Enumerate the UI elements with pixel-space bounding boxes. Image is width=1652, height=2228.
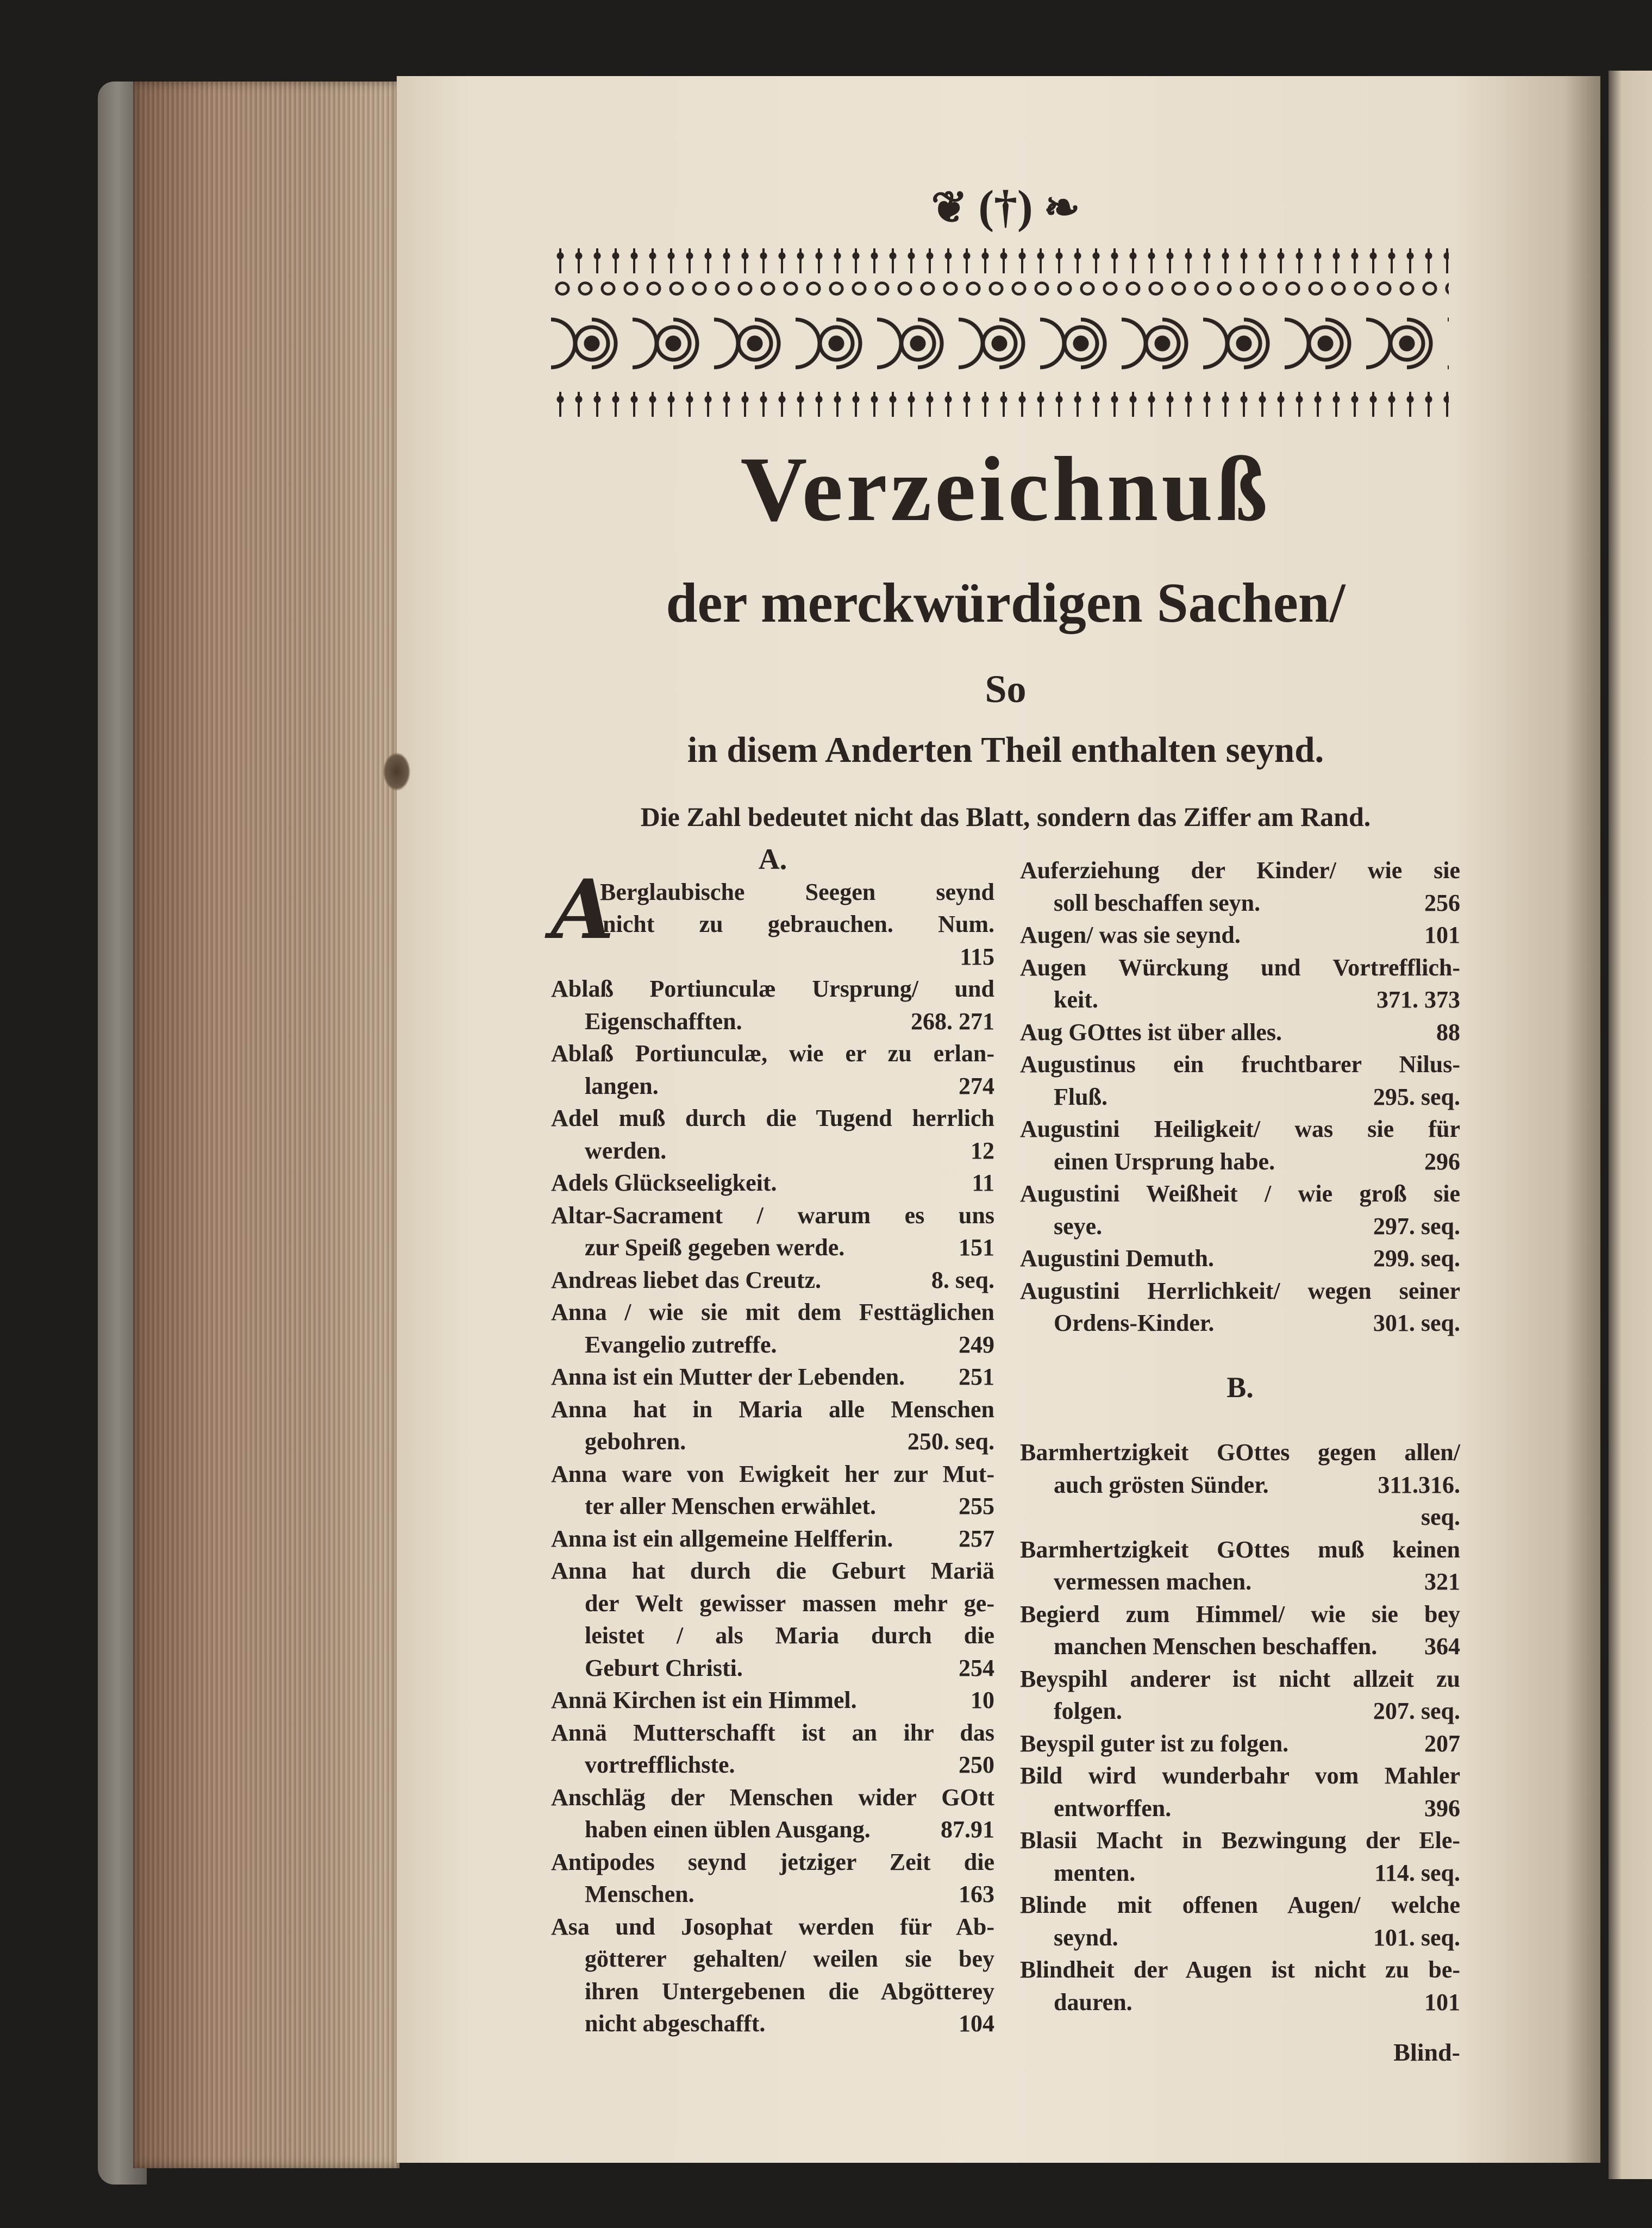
index-entry xyxy=(1020,1242,1460,1275)
entry-text: Augustini Demuth. xyxy=(1020,1245,1214,1272)
entry-text: manchen Menschen beschaffen. xyxy=(1054,1633,1378,1660)
entry-text: Anschläg der Menschen wider GOtt xyxy=(551,1783,994,1811)
entry-line xyxy=(551,1555,994,1587)
entry-line xyxy=(1020,1501,1460,1534)
entry-text: dauren. xyxy=(1054,1988,1132,2016)
entry-text: Anna hat durch die Geburt Mariä xyxy=(551,1557,994,1584)
index-column-left xyxy=(551,843,994,2040)
page-reference: 88 xyxy=(1436,1018,1460,1046)
index-entry xyxy=(551,973,994,1037)
page-reference: 207 xyxy=(1424,1730,1460,1757)
entry-line xyxy=(1020,1566,1460,1598)
entry-line xyxy=(1020,1728,1460,1760)
index-entry xyxy=(551,1555,994,1684)
entry-line xyxy=(551,876,994,909)
page-reference: 250. seq. xyxy=(907,1428,994,1455)
page-reference: 251 xyxy=(959,1363,994,1390)
entry-text: Blasii Macht in Bezwingung der Ele- xyxy=(1020,1827,1460,1854)
index-entry xyxy=(551,1199,994,1264)
ornament-row xyxy=(551,248,1449,273)
page-reference: 115 xyxy=(960,943,994,970)
entry-line xyxy=(551,1749,994,1781)
entry-text: ihren Untergebenen die Abgötterey xyxy=(585,1977,994,2005)
entry-text: seynd. xyxy=(1054,1924,1118,1951)
index-entry xyxy=(551,1102,994,1167)
page-reference: 101. seq. xyxy=(1373,1924,1460,1951)
entry-line xyxy=(1020,1307,1460,1340)
index-entry xyxy=(1020,854,1460,919)
entry-line xyxy=(1020,1630,1460,1663)
entry-line xyxy=(1020,1048,1460,1081)
entry-text: Augustinus ein fruchtbarer Nilus- xyxy=(1020,1051,1460,1078)
entry-text: Altar-Sacrament / warum es uns xyxy=(551,1201,994,1229)
entry-line xyxy=(1020,1889,1460,1922)
entry-text: Anna ware von Ewigkeit her zur Mut- xyxy=(551,1460,994,1487)
entry-text: Geburt Christi. xyxy=(585,1654,743,1681)
entry-text: Anna / wie sie mit dem Festtäglichen xyxy=(551,1299,994,1325)
entry-line xyxy=(1020,1824,1460,1857)
entry-line xyxy=(1020,1113,1460,1146)
page-header xyxy=(551,179,1460,235)
entry-line xyxy=(1020,854,1460,887)
entry-text: nicht zu gebrauchen. Num. xyxy=(603,911,994,937)
entry-line xyxy=(551,1037,994,1070)
entry-text: Beyspil guter ist zu folgen. xyxy=(1020,1730,1289,1757)
entry-line xyxy=(551,1490,994,1523)
page-reference: 396 xyxy=(1424,1794,1460,1822)
index-entry xyxy=(1020,919,1460,952)
entry-line xyxy=(1020,1146,1460,1178)
entry-text: menten. xyxy=(1054,1859,1136,1886)
entry-text: leistet / als Maria durch die xyxy=(585,1622,994,1649)
entry-line xyxy=(551,1425,994,1458)
page-reference: 256 xyxy=(1424,889,1460,916)
entry-line xyxy=(551,1167,994,1199)
entry-line xyxy=(551,1264,994,1297)
index-entry xyxy=(1020,1728,1460,1760)
index-entry xyxy=(551,1911,994,2040)
page-reference: 11 xyxy=(972,1169,994,1196)
entry-line xyxy=(551,1231,994,1264)
page-reference: 101 xyxy=(1424,1988,1460,2016)
entry-text: Andreas liebet das Creutz. xyxy=(551,1266,822,1293)
page-reference: 163 xyxy=(959,1881,994,1907)
entry-text: Bild wird wunderbahr vom Mahler xyxy=(1020,1762,1460,1789)
entry-line xyxy=(551,1975,994,2008)
entry-text: Ablaß Portiunculæ Ursprung/ und xyxy=(551,975,994,1002)
entry-line xyxy=(1020,984,1460,1016)
entry-text: langen. xyxy=(585,1072,659,1099)
index-entry xyxy=(1020,952,1460,1016)
entry-line xyxy=(1020,1954,1460,1986)
entry-text: gebohren. xyxy=(585,1428,686,1455)
index-entry xyxy=(1020,1598,1460,1663)
entry-text: Evangelio zutreffe. xyxy=(585,1331,777,1358)
entry-text: Eigenschafften. xyxy=(585,1007,742,1035)
entry-line xyxy=(551,1458,994,1491)
entry-line xyxy=(1020,1534,1460,1566)
entry-line xyxy=(551,1619,994,1652)
index-entry xyxy=(1020,1113,1460,1178)
entry-line xyxy=(551,1587,994,1620)
page-reference: 12 xyxy=(971,1137,994,1164)
page-reference: 254 xyxy=(959,1654,994,1681)
entry-line xyxy=(551,1199,994,1232)
entry-text: seye. xyxy=(1054,1212,1103,1240)
page-reference: 151 xyxy=(959,1234,994,1261)
index-entry xyxy=(1020,1663,1460,1728)
entry-line xyxy=(551,1070,994,1103)
index-entry xyxy=(551,1296,994,1361)
entry-text: Adels Glückseeligkeit. xyxy=(551,1169,777,1196)
entry-line xyxy=(1020,919,1460,952)
page-reference-continued: seq. xyxy=(1421,1504,1460,1530)
page-reference: 8. seq. xyxy=(931,1266,994,1293)
index-entry xyxy=(551,1167,994,1199)
page-reference: 364 xyxy=(1424,1633,1460,1660)
index-entry xyxy=(1020,1824,1460,1889)
index-entry xyxy=(1020,1275,1460,1340)
title-line-3: So xyxy=(985,667,1027,711)
entry-text: entworffen. xyxy=(1054,1794,1172,1822)
page-reference: 207. seq. xyxy=(1373,1698,1460,1724)
index-entry xyxy=(1020,1954,1460,2018)
index-entry xyxy=(551,1684,994,1717)
entry-line xyxy=(551,1135,994,1167)
ornament-row xyxy=(551,278,1449,299)
index-column-right xyxy=(1020,854,1460,2018)
entry-text: Barmhertzigkeit GOttes muß keinen xyxy=(1020,1536,1460,1563)
entry-line xyxy=(551,1102,994,1135)
index-entry xyxy=(551,1361,994,1393)
flourish-right-icon xyxy=(1044,181,1080,235)
entry-text: Annä Mutterschafft ist an ihr das xyxy=(551,1719,994,1746)
index-entry xyxy=(551,1037,994,1102)
entry-text: nicht abgeschafft. xyxy=(585,2010,766,2037)
index-entry xyxy=(551,1393,994,1458)
title-line-4: in disem Anderten Theil enthalten seynd. xyxy=(687,730,1324,770)
entry-text: Antipodes seynd jetziger Zeit die xyxy=(551,1848,994,1875)
page-reference: 295. seq. xyxy=(1373,1083,1460,1110)
entry-line xyxy=(551,1717,994,1749)
entry-text: götterer gehalten/ weilen sie bey xyxy=(585,1945,994,1972)
page-reference: 371. 373 xyxy=(1376,986,1460,1013)
page-reference: 297. seq. xyxy=(1373,1212,1460,1240)
index-entry xyxy=(551,1846,994,1911)
entry-line xyxy=(551,1523,994,1555)
entry-text: vermessen machen. xyxy=(1054,1568,1252,1595)
entry-line xyxy=(1020,1695,1460,1728)
index-entry xyxy=(1020,1016,1460,1049)
entry-text: keit. xyxy=(1054,986,1098,1013)
index-entry xyxy=(551,861,994,973)
index-entry xyxy=(551,1264,994,1297)
title-main: Verzeichnuß xyxy=(740,438,1271,540)
entry-line xyxy=(1020,887,1460,919)
entry-line xyxy=(1020,1436,1460,1469)
entry-line xyxy=(551,1296,994,1329)
page-reference: 301. seq. xyxy=(1373,1310,1460,1336)
page-mark: (†) xyxy=(978,180,1033,233)
entry-text: Anna hat in Maria alle Menschen xyxy=(551,1395,994,1423)
ornamental-band xyxy=(551,248,1449,417)
index-entry xyxy=(1020,1534,1460,1598)
entry-text: ter aller Menschen erwählet. xyxy=(585,1493,876,1519)
entry-line xyxy=(1020,1469,1460,1501)
entry-line xyxy=(551,1813,994,1846)
section-letter-heading: B. xyxy=(1227,1371,1254,1404)
entry-text: Adel muß durch die Tugend herrlich xyxy=(551,1105,994,1131)
entry-line xyxy=(551,1329,994,1361)
entry-text: Augustini Herrlichkeit/ wegen seiner xyxy=(1020,1277,1460,1304)
page-reference: 296 xyxy=(1424,1148,1460,1175)
page-reference: 321 xyxy=(1424,1568,1460,1595)
page-reference: 311.316. xyxy=(1378,1471,1460,1498)
entry-text: soll beschaffen seyn. xyxy=(1054,889,1261,916)
entry-text: haben einen üblen Ausgang. xyxy=(585,1816,871,1843)
entry-line xyxy=(1020,1178,1460,1210)
page-reference: 250 xyxy=(959,1751,994,1778)
entry-line xyxy=(551,1652,994,1685)
entry-line xyxy=(1020,1016,1460,1049)
entry-line xyxy=(551,1005,994,1038)
entry-text: Annä Kirchen ist ein Himmel. xyxy=(551,1687,857,1713)
drop-cap-initial: A xyxy=(551,861,615,957)
entry-text: Beyspihl anderer ist nicht allzeit zu xyxy=(1020,1665,1460,1692)
title-line-2: der merckwürdigen Sachen/ xyxy=(666,572,1346,634)
page-reference: 104 xyxy=(959,2010,994,2037)
entry-line xyxy=(1020,1598,1460,1631)
page-reference: 257 xyxy=(959,1525,994,1552)
page-reference: 274 xyxy=(959,1072,994,1099)
paper-stain xyxy=(383,753,410,791)
entry-text: zur Speiß gegeben werde. xyxy=(585,1234,845,1261)
index-entry xyxy=(551,1523,994,1555)
entry-text: Augustini Weißheit / wie groß sie xyxy=(1020,1180,1460,1207)
entry-text: Ordens-Kinder. xyxy=(1054,1310,1215,1336)
entry-line xyxy=(551,1393,994,1426)
page-reference: 114. seq. xyxy=(1374,1859,1460,1886)
entry-text: Blinde mit offenen Augen/ welche xyxy=(1020,1892,1460,1918)
entry-line xyxy=(1020,952,1460,984)
entry-line xyxy=(1020,1275,1460,1307)
index-entry xyxy=(1020,1048,1460,1113)
entry-line xyxy=(1020,1210,1460,1243)
index-entry xyxy=(551,1781,994,1846)
entry-text: Menschen. xyxy=(585,1881,694,1907)
entry-line xyxy=(551,1684,994,1717)
page-reference: 101 xyxy=(1424,922,1460,948)
entry-line xyxy=(1020,1242,1460,1275)
index-entry xyxy=(1020,1178,1460,1242)
entry-line xyxy=(551,1846,994,1879)
ornament-row xyxy=(551,392,1449,417)
entry-text: werden. xyxy=(585,1137,667,1164)
page-fore-edge xyxy=(133,82,399,2168)
title-note: Die Zahl bedeutet nicht das Blatt, sondern das Ziffer am Rand. xyxy=(640,802,1371,832)
entry-line xyxy=(551,1878,994,1911)
entry-line xyxy=(1020,1792,1460,1825)
index-entry xyxy=(1020,1889,1460,1954)
entry-text: Anna ist ein Mutter der Lebenden. xyxy=(551,1363,905,1390)
page-reference: 10 xyxy=(971,1687,994,1713)
entry-line xyxy=(1020,1857,1460,1889)
page-reference: 299. seq. xyxy=(1373,1245,1460,1272)
page-reference: 249 xyxy=(959,1331,994,1358)
entry-line xyxy=(551,2007,994,2040)
page-reference: 87.91 xyxy=(941,1816,994,1843)
entry-text: Berglaubische Seegen seynd xyxy=(600,878,994,905)
index-entry xyxy=(551,1717,994,1781)
entry-text: Aug GOttes ist über alles. xyxy=(1020,1018,1282,1046)
page-reference: 268. 271 xyxy=(911,1007,994,1035)
entry-line xyxy=(551,1943,994,1975)
facing-page-edge xyxy=(1609,71,1652,2179)
entry-text: auch grösten Sünder. xyxy=(1054,1471,1269,1498)
entry-text: Barmhertzigkeit GOttes gegen allen/ xyxy=(1020,1439,1460,1466)
flourish-left-icon xyxy=(931,181,967,235)
entry-text: der Welt gewisser massen mehr ge- xyxy=(585,1589,994,1617)
entry-text: Ablaß Portiunculæ, wie er zu erlan- xyxy=(551,1040,994,1067)
entry-text: Augen Würckung und Vortrefflich- xyxy=(1020,954,1460,981)
entry-text: Anna ist ein allgemeine Helfferin. xyxy=(551,1525,893,1552)
entry-line xyxy=(551,973,994,1005)
entry-line xyxy=(1020,1081,1460,1113)
index-entry xyxy=(1020,1760,1460,1824)
index-entry xyxy=(1020,1436,1460,1534)
index-entry xyxy=(551,1458,994,1523)
entry-text: Begierd zum Himmel/ wie sie bey xyxy=(1020,1600,1460,1628)
entry-text: vortrefflichste. xyxy=(585,1751,735,1778)
entry-text: folgen. xyxy=(1054,1698,1122,1724)
catchword: Blind- xyxy=(1393,2038,1460,2066)
entry-text: Augustini Heiligkeit/ was sie für xyxy=(1020,1116,1460,1142)
entry-line xyxy=(551,1911,994,1943)
entry-text: einen Ursprung habe. xyxy=(1054,1148,1275,1175)
ornament-row xyxy=(551,303,1449,384)
entry-text: Augen/ was sie seynd. xyxy=(1020,922,1241,948)
entry-line xyxy=(1020,1663,1460,1695)
entry-line xyxy=(1020,1760,1460,1792)
entry-text: Auferziehung der Kinder/ wie sie xyxy=(1020,857,1460,884)
entry-line xyxy=(1020,1922,1460,1954)
section-letter-heading: A. xyxy=(758,843,787,875)
entry-line xyxy=(551,1361,994,1393)
entry-line xyxy=(551,1781,994,1814)
entry-text: Asa und Josophat werden für Ab- xyxy=(551,1913,994,1940)
entry-line xyxy=(1020,1986,1460,2019)
entry-text: Blindheit der Augen ist nicht zu be- xyxy=(1020,1956,1460,1983)
entry-line xyxy=(551,941,994,973)
entry-line xyxy=(551,908,994,941)
entry-text: Fluß. xyxy=(1054,1083,1108,1110)
page-reference: 255 xyxy=(959,1493,994,1519)
